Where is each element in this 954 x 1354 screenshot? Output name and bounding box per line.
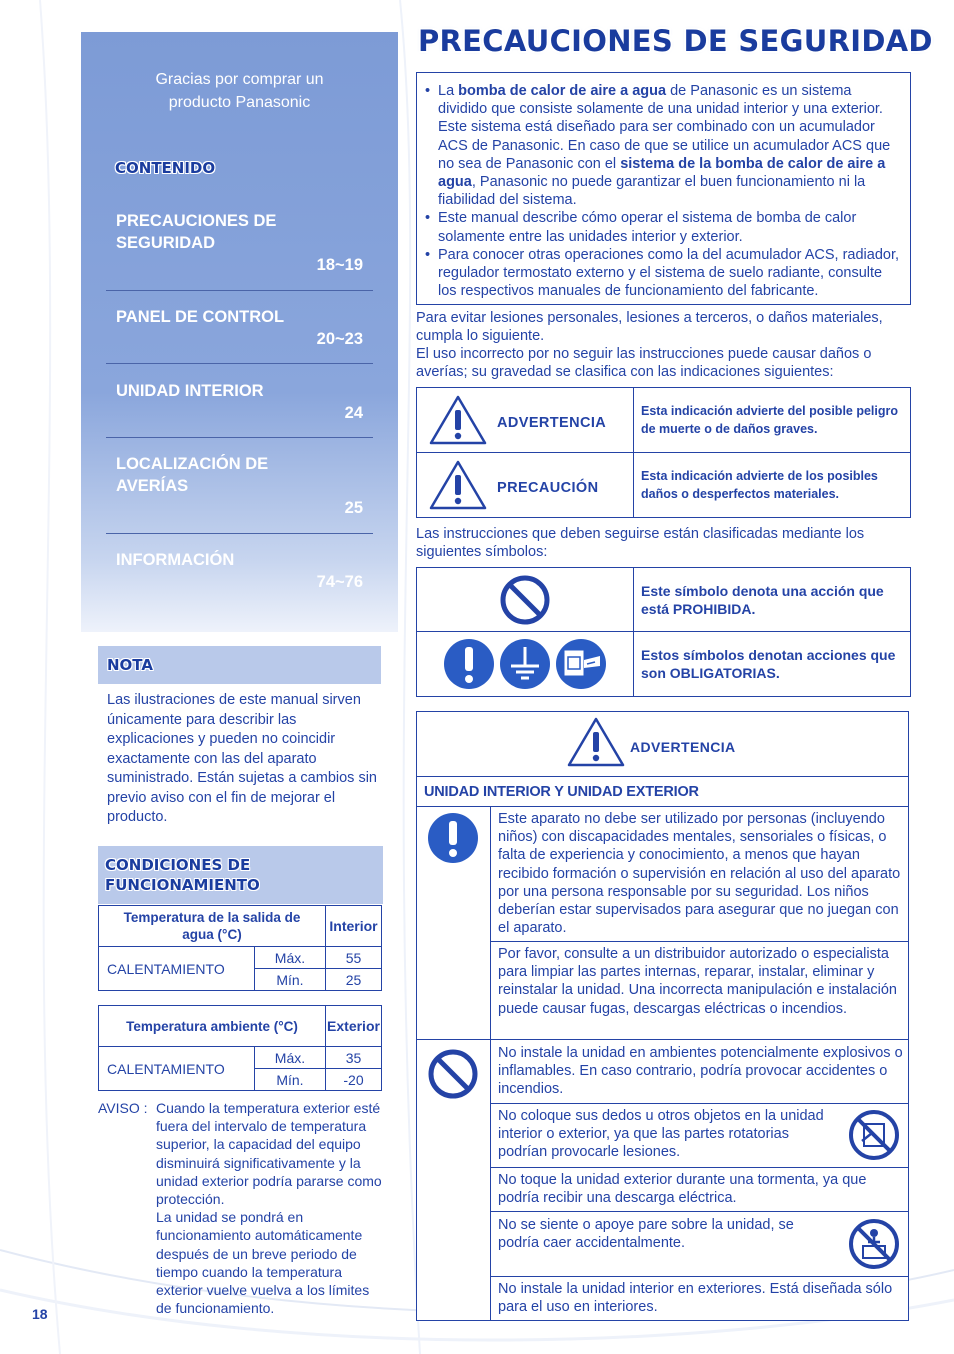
divider bbox=[490, 806, 491, 1320]
toc-pages: 25 bbox=[344, 499, 363, 517]
toc-item-troubleshooting[interactable] bbox=[106, 453, 373, 534]
divider bbox=[416, 776, 908, 777]
divider bbox=[633, 567, 634, 696]
ambient-max-label: Máx. bbox=[254, 1047, 325, 1069]
caution-triangle-icon bbox=[428, 459, 488, 511]
divider bbox=[490, 1103, 908, 1104]
divider bbox=[490, 1167, 908, 1168]
toc-item-information[interactable] bbox=[106, 549, 373, 606]
water-table-header: Temperatura de la salida de agua (°C) bbox=[99, 906, 326, 947]
ground-connection-icon bbox=[499, 638, 551, 690]
prohibited-icon bbox=[499, 574, 551, 626]
page-number: 18 bbox=[32, 1306, 48, 1322]
warning-triangle-icon bbox=[428, 394, 488, 446]
toc-label: PANEL DE CONTROL bbox=[116, 308, 285, 326]
prohibited-icon bbox=[427, 1048, 479, 1100]
intro-box bbox=[416, 72, 911, 305]
toc-pages: 20~23 bbox=[316, 330, 363, 348]
divider bbox=[633, 387, 634, 517]
divider bbox=[490, 1211, 908, 1212]
ambient-table-column: Exterior bbox=[326, 1006, 382, 1047]
warning-item-1: Este aparato no debe ser utilizado por personas (incluyendo niños) con discapacidades mentales, sensoriales o físicas, o falta de experiencia y conocimiento, a menos que hayan recibido formación o supervisión en relación al uso del aparato por una persona responsable por su seguridad. Los niños deberían estar supervisados para asegurar que no juegan con el aparato. bbox=[498, 811, 901, 937]
intro-bullet-2: • Este manual describe cómo operar el sistema de bomba de calor solamente entre las unidades interior y exterior. bbox=[417, 209, 900, 245]
divider bbox=[416, 1039, 908, 1040]
nota-title: NOTA bbox=[107, 656, 153, 674]
aviso-text-1: Cuando la temperatura exterior esté fuera del intervalo de temperatura superior, la capacidad del equipo disminuirá significativamente y la unidad exterior podría pararse como protección. bbox=[156, 1100, 382, 1208]
divider bbox=[490, 941, 908, 942]
thanks-message: Gracias por comprar un producto Panasonic bbox=[155, 71, 324, 111]
intro-paragraph-1: Para evitar lesiones personales, lesiones a terceros, o daños materiales, cumpla lo siguiente. bbox=[416, 310, 883, 345]
water-temp-table bbox=[98, 905, 382, 991]
intro-paragraph-2: El uso incorrecto por no seguir las instrucciones puede causar daños o averías; su gravedad se clasifica con las indicaciones siguientes: bbox=[416, 346, 872, 381]
water-min-value: 25 bbox=[326, 969, 382, 991]
aviso-label: AVISO : bbox=[98, 1100, 148, 1116]
ambient-min-label: Mín. bbox=[254, 1069, 325, 1091]
ambient-table-header: Temperatura ambiente (°C) bbox=[99, 1006, 326, 1047]
intro-bullet-3: • Para conocer otras operaciones como la del acumulador ACS, radiador, regulador termostato externo y el sistema de suelo radiante, consulte los respectivos manuales de funcionamiento del fabricante. bbox=[417, 246, 900, 301]
nota-text: Las ilustraciones de este manual sirven únicamente para describir las explicaciones y pueden no coincidir exactamente con las del aparato suministrado. Están sujetas a cambios sin previo aviso con el fin de mejorar el producto. bbox=[107, 692, 377, 825]
warning-item-7: No instale la unidad interior en exteriores. Está diseñada sólo para el uso en interiores. bbox=[498, 1281, 893, 1316]
divider bbox=[416, 452, 910, 453]
toc-pages: 18~19 bbox=[316, 256, 363, 274]
water-max-label: Máx. bbox=[254, 947, 325, 969]
toc-label: UNIDAD INTERIOR bbox=[116, 382, 264, 400]
nota-header bbox=[98, 646, 381, 684]
toc-pages: 74~76 bbox=[316, 573, 363, 591]
toc-pages: 24 bbox=[344, 404, 363, 422]
toc-label: LOCALIZACIÓN DE AVERÍAS bbox=[116, 455, 269, 495]
ambient-table-mode: CALENTAMIENTO bbox=[99, 1047, 255, 1091]
water-table-column: Interior bbox=[326, 906, 382, 947]
sidebar bbox=[81, 32, 398, 632]
symbols-intro: Las instrucciones que deben seguirse están clasificadas mediante los siguientes símbolos: bbox=[416, 526, 865, 561]
intro-bullet-1: • La bomba de calor de aire a agua de Panasonic es un sistema dividido que consiste solamente de una unidad interior y una exterior. Este sistema está diseñado para ser combinado con un acumulador ACS de Panasonic. En caso de que se utilice un acumulador ACS que no sea de Panasonic con el sistema de la bomba de calor de aire a agua, Panasonic no puede garantizar el buen funcionamiento ni la fiabilidad del sistema. bbox=[417, 82, 900, 209]
ambient-min-value: -20 bbox=[326, 1069, 382, 1091]
unplug-icon bbox=[555, 638, 607, 690]
divider bbox=[416, 631, 910, 632]
contents-title: CONTENIDO bbox=[115, 159, 216, 177]
warning-item-6: No se siente o apoye pare sobre la unidad, se podría caer accidentalmente. bbox=[498, 1217, 794, 1252]
mandatory-desc: Estos símbolos denotan acciones que son OBLIGATORIAS. bbox=[641, 647, 896, 681]
warning-item-5: No toque la unidad exterior durante una tormenta, ya que podría recibir una descarga eléctrica. bbox=[498, 1172, 867, 1207]
mandatory-exclamation-icon bbox=[443, 638, 495, 690]
divider bbox=[490, 1276, 908, 1277]
warning-item-3: No instale la unidad en ambientes potencialmente explosivos o inflamables. En caso contrario, podría provocar accidentes o incendios. bbox=[498, 1045, 903, 1098]
warning-table-title: ADVERTENCIA bbox=[630, 739, 736, 755]
no-climbing-icon bbox=[848, 1218, 900, 1270]
water-table-mode: CALENTAMIENTO bbox=[99, 947, 255, 991]
toc-item-control-panel[interactable] bbox=[106, 306, 373, 364]
conditions-title: CONDICIONES DE FUNCIONAMIENTO bbox=[105, 856, 260, 894]
aviso-text bbox=[156, 1099, 388, 1317]
ambient-temp-table bbox=[98, 1005, 382, 1091]
conditions-header bbox=[98, 846, 383, 904]
warning-item-4: No coloque sus dedos u otros objetos en la unidad interior o exterior, ya que las partes rotatorias podrían provocarle lesiones. bbox=[498, 1108, 824, 1161]
toc-item-safety[interactable] bbox=[106, 210, 373, 291]
water-min-label: Mín. bbox=[254, 969, 325, 991]
toc-label: PRECAUCIONES DE SEGURIDAD bbox=[116, 212, 277, 252]
prohibited-desc: Este símbolo denota una acción que está PROHIBIDA. bbox=[641, 583, 884, 617]
level-warning-desc: Esta indicación advierte del posible peligro de muerte o de daños graves. bbox=[641, 404, 899, 436]
level-caution-label: PRECAUCIÓN bbox=[497, 480, 599, 496]
no-fingers-icon bbox=[848, 1109, 900, 1161]
level-caution-desc: Esta indicación advierte de los posibles daños o desperfectos materiales. bbox=[641, 469, 878, 501]
warning-item-2: Por favor, consulte a un distribuidor autorizado o especialista para limpiar las partes internas, reparar, instalar, eliminar y reinstalar la unidad. Una incorrecta manipulación e instalación puede causar fugas, descargas eléctricas o incendios. bbox=[498, 946, 897, 1017]
level-warning-label: ADVERTENCIA bbox=[497, 415, 607, 431]
warning-triangle-icon bbox=[566, 716, 626, 768]
mandatory-exclamation-icon bbox=[427, 812, 479, 864]
toc-item-indoor-unit[interactable] bbox=[106, 380, 373, 438]
aviso-text-2: La unidad se pondrá en funcionamiento automáticamente después de un breve periodo de tiempo cuando la temperatura exterior vuelve vuelva a los límites de funcionamiento. bbox=[156, 1209, 370, 1317]
water-max-value: 55 bbox=[326, 947, 382, 969]
warning-section-title: UNIDAD INTERIOR Y UNIDAD EXTERIOR bbox=[424, 784, 699, 800]
ambient-max-value: 35 bbox=[326, 1047, 382, 1069]
toc-label: INFORMACIÓN bbox=[116, 551, 235, 569]
page-title: PRECAUCIONES DE SEGURIDAD bbox=[418, 24, 933, 58]
